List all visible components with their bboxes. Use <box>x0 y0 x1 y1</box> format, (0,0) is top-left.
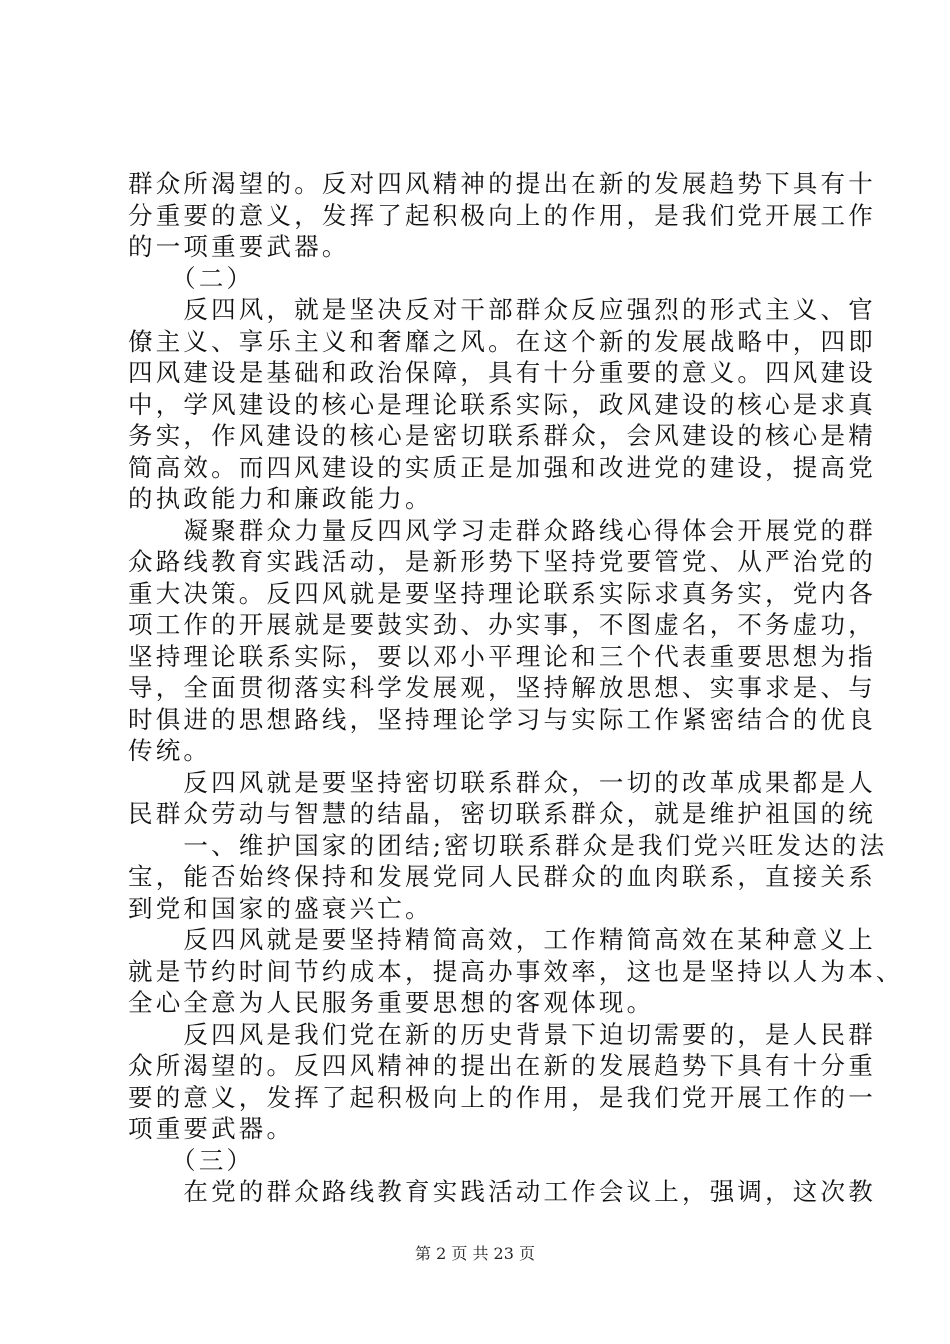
text-line: 导，全面贯彻落实科学发展观，坚持解放思想、实事求是、与 <box>128 673 876 702</box>
text-line: 就是节约时间节约成本，提高办事效率，这也是坚持以人为本、 <box>128 956 904 986</box>
text-line: 众所渴望的。反四风精神的提出在新的发展趋势下具有十分重 <box>128 1051 876 1080</box>
text-line: 全心全意为人民服务重要思想的客观体现。 <box>128 988 655 1017</box>
text-line: 重大决策。反四风就是要坚持理论联系实际求真务实，党内各 <box>128 578 876 608</box>
text-line: 简高效。而四风建设的实质正是加强和改进党的建设，提高党 <box>128 452 876 482</box>
text-line: 的执政能力和廉政能力。 <box>128 484 433 513</box>
text-line: 群众所渴望的。反对四风精神的提出在新的发展趋势下具有十 <box>128 169 876 198</box>
text-line: 项重要武器。 <box>128 1114 295 1143</box>
text-line: 时俱进的思想路线，坚持理论学习与实际工作紧密结合的优良 <box>128 704 876 734</box>
text-line: 反四风，就是坚决反对干部群众反应强烈的形式主义、官 <box>128 295 876 324</box>
text-line: 僚主义、享乐主义和奢靡之风。在这个新的发展战略中，四即 <box>128 326 876 356</box>
text-line: 民群众劳动与智慧的结晶，密切联系群众，就是维护祖国的统 <box>128 799 876 828</box>
text-line: 中，学风建设的核心是理论联系实际，政风建设的核心是求真 <box>128 389 876 419</box>
text-line: 凝聚群众力量反四风学习走群众路线心得体会开展党的群 <box>128 515 876 545</box>
section-heading: （二） <box>128 263 255 293</box>
text-line: 反四风就是要坚持精简高效，工作精简高效在某种意义上 <box>128 925 876 954</box>
text-line: 四风建设是基础和政治保障，具有十分重要的意义。四风建设 <box>128 358 876 387</box>
document-body <box>128 168 904 1208</box>
text-line: 反四风是我们党在新的历史背景下迫切需要的，是人民群 <box>128 1019 876 1049</box>
section-heading: （三） <box>128 1145 255 1175</box>
page-number-footer: 第 2 页 共 23 页 <box>415 1244 535 1263</box>
text-line: 宝，能否始终保持和发展党同人民群众的血肉联系，直接关系 <box>128 862 876 891</box>
text-line: 传统。 <box>128 736 212 765</box>
text-line: 坚持理论联系实际，要以邓小平理论和三个代表重要思想为指 <box>128 641 876 671</box>
text-line: 分重要的意义，发挥了起积极向上的作用，是我们党开展工作 <box>128 200 876 230</box>
text-line: 在党的群众路线教育实践活动工作会议上，强调，这次教 <box>128 1177 876 1206</box>
text-line: 反四风就是要坚持密切联系群众，一切的改革成果都是人 <box>128 767 876 797</box>
text-line: 项工作的开展就是要鼓实劲、办实事，不图虚名，不务虚功， <box>128 610 876 639</box>
text-line: 一、维护国家的团结;密切联系群众是我们党兴旺发达的法 <box>128 830 888 860</box>
text-line: 到党和国家的盛衰兴亡。 <box>128 893 433 923</box>
text-line: 务实，作风建设的核心是密切联系群众，会风建设的核心是精 <box>128 421 876 450</box>
text-line: 众路线教育实践活动，是新形势下坚持党要管党、从严治党的 <box>128 547 876 576</box>
text-line: 的一项重要武器。 <box>128 232 350 261</box>
text-line: 要的意义，发挥了起积极向上的作用，是我们党开展工作的一 <box>128 1082 876 1112</box>
